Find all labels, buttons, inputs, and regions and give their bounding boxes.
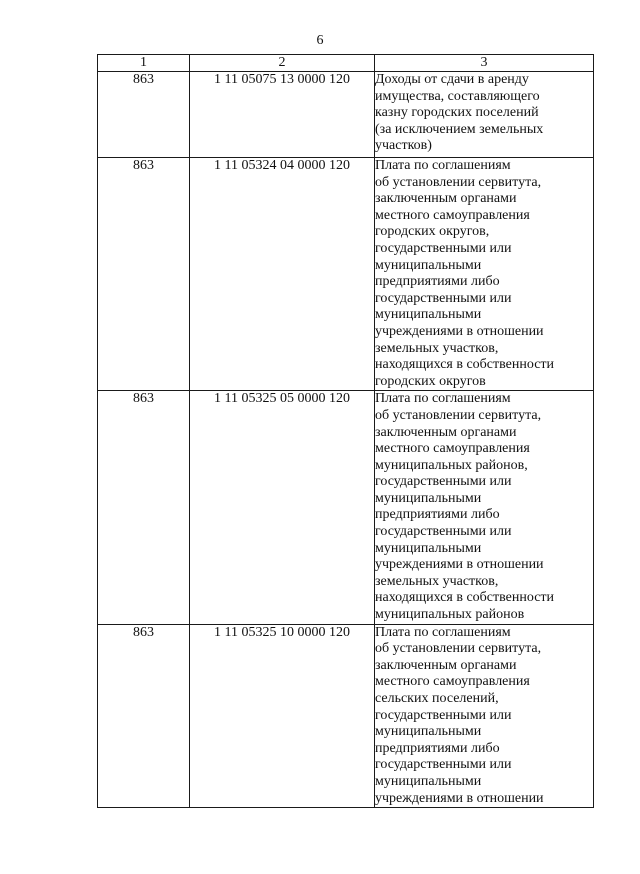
table-row xyxy=(98,391,594,624)
description-line: имущества, составляющего xyxy=(375,88,540,104)
description-line: муниципальными xyxy=(375,307,482,323)
description-line: местного самоуправления xyxy=(375,207,530,223)
admin-code-cell: 863 xyxy=(98,624,190,808)
description-line: государственными или xyxy=(375,707,512,723)
description-line: об установлении сервитута, xyxy=(375,174,542,190)
description-line: предприятиями либо xyxy=(375,740,500,756)
description-line: участков) xyxy=(375,138,432,154)
table-row xyxy=(98,158,594,391)
description-line: заключенным органами xyxy=(375,424,517,440)
description-line: городских округов, xyxy=(375,224,490,240)
description-line: предприятиями либо xyxy=(375,274,500,290)
page-number: 6 xyxy=(316,33,324,48)
description-cell xyxy=(375,624,594,808)
budget-code-cell: 1 11 05075 13 0000 120 xyxy=(190,72,375,158)
description-line: об установлении сервитута, xyxy=(375,407,542,423)
description-line: государственными или xyxy=(375,757,512,773)
description-line: Плата по соглашениям xyxy=(375,391,511,407)
description-line: заключенным органами xyxy=(375,657,517,673)
description-line: муниципальными xyxy=(375,257,482,273)
admin-code-cell: 863 xyxy=(98,391,190,624)
revenue-code-table xyxy=(97,54,594,808)
admin-code-cell: 863 xyxy=(98,72,190,158)
description-line: Плата по соглашениям xyxy=(375,624,511,640)
description-cell xyxy=(375,158,594,391)
description-line: Плата по соглашениям xyxy=(375,158,511,173)
column-header-1: 1 xyxy=(98,55,190,72)
description-line: местного самоуправления xyxy=(375,441,530,457)
description-line: муниципальных районов, xyxy=(375,457,528,473)
description-line: муниципальных районов xyxy=(375,607,525,623)
description-line: заключенным органами xyxy=(375,191,517,207)
description-line: муниципальными xyxy=(375,773,482,789)
description-line: земельных участков, xyxy=(375,573,499,589)
description-line: городских округов xyxy=(375,373,486,389)
description-cell xyxy=(375,72,594,158)
table-row xyxy=(98,624,594,808)
description-line: Доходы от сдачи в аренду xyxy=(375,72,529,87)
description-line: об установлении сервитута, xyxy=(375,641,542,657)
description-cell xyxy=(375,391,594,624)
column-header-3: 3 xyxy=(375,55,594,72)
description-line: (за исключением земельных xyxy=(375,121,544,137)
description-line: государственными или xyxy=(375,474,512,490)
description-line: учреждениями в отношении xyxy=(375,557,544,573)
description-line: муниципальными xyxy=(375,540,482,556)
description-line: предприятиями либо xyxy=(375,507,500,523)
description-line: государственными или xyxy=(375,524,512,540)
column-header-2: 2 xyxy=(190,55,375,72)
description-line: земельных участков, xyxy=(375,340,499,356)
description-line: местного самоуправления xyxy=(375,674,530,690)
description-line: находящихся в собственности xyxy=(375,357,555,373)
description-line: казну городских поселений xyxy=(375,105,539,121)
admin-code-cell: 863 xyxy=(98,158,190,391)
description-line: находящихся в собственности xyxy=(375,590,555,606)
description-line: учреждениями в отношении xyxy=(375,323,544,339)
table-header-row xyxy=(98,55,594,72)
description-line: учреждениями в отношении xyxy=(375,790,544,806)
description-line: государственными или xyxy=(375,240,512,256)
description-line: муниципальными xyxy=(375,490,482,506)
budget-code-cell: 1 11 05325 05 0000 120 xyxy=(190,391,375,624)
table-row xyxy=(98,72,594,158)
budget-code-cell: 1 11 05324 04 0000 120 xyxy=(190,158,375,391)
description-line: сельских поселений, xyxy=(375,691,499,706)
budget-code-cell: 1 11 05325 10 0000 120 xyxy=(190,624,375,808)
description-line: государственными или xyxy=(375,290,512,306)
description-line: муниципальными xyxy=(375,724,482,740)
